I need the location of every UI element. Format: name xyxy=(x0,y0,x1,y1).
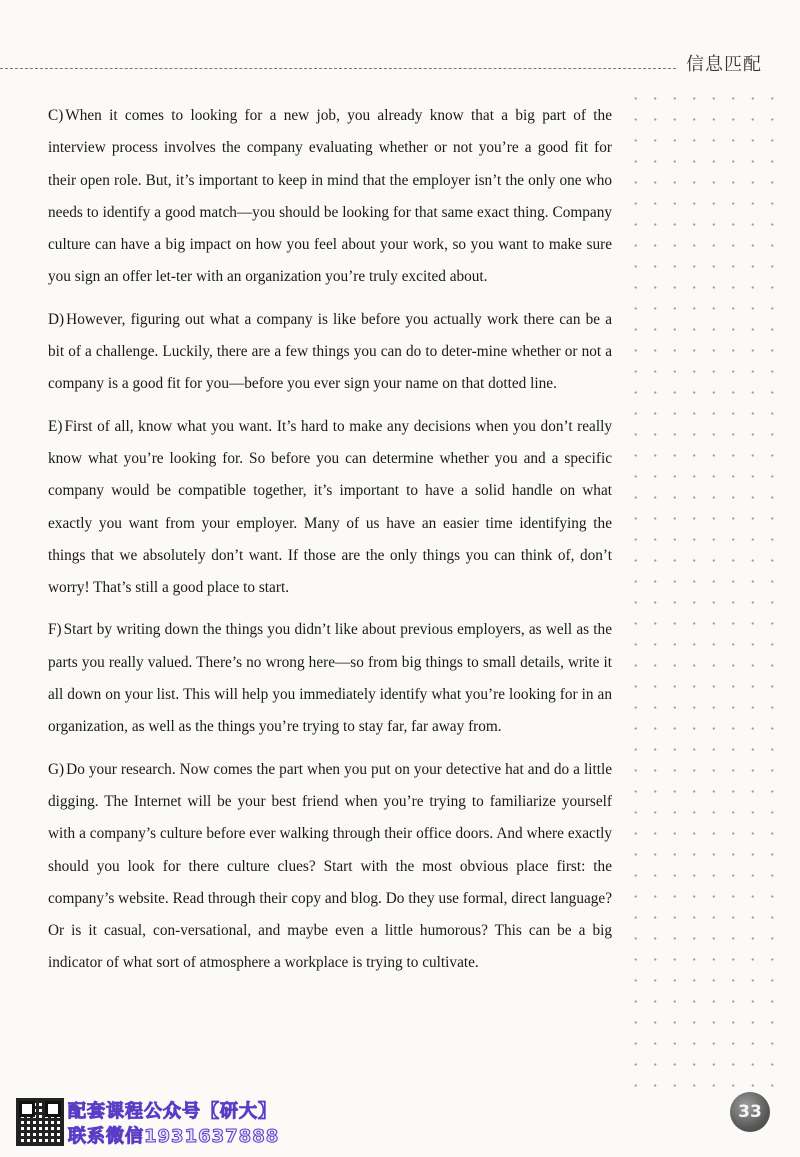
footer-watermark xyxy=(10,1096,320,1148)
paragraph-text: However, figuring out what a company is like before you actually work there can be a bit of a challenge. Luckily, there are a few things you can do to deter-mine whether or not a company is a good fit for you—before you ever sign your name on that dotted line. xyxy=(48,310,612,393)
paragraph-text: First of all, know what you want. It’s hard to make any decisions when you don’t really know what you’re looking for. So before you can determine whether you and a specific company would be compatible together, it’s important to have a solid handle on what exactly you want from your employer. Many of us have an easier time identifying the things that we absolutely don’t want. If those are the only things you can think of, don’t worry! That’s still a good place to start. xyxy=(48,417,612,597)
margin-dot-grid xyxy=(622,84,778,1092)
paragraph-text: When it comes to looking for a new job, you already know that a big part of the interview process involves the company evaluating whether or not you’re a good fit for their open role. But, it’s important to keep in mind that the employer isn’t the only one who needs to identify a good match—you should be looking for that same exact thing. Company culture can have a big impact on how you feel about your work, so you want to make sure you sign an offer let-ter with an organization you’re truly excited about. xyxy=(48,107,612,286)
paragraph-e xyxy=(48,411,612,605)
page-number: 33 xyxy=(738,1102,762,1122)
watermark-line-2: 联系微信1931637888 xyxy=(68,1126,280,1147)
paragraph-label: C) xyxy=(48,107,64,124)
paragraph-text: Start by writing down the things you didn’t like about previous employers, as well as the parts you really valued. There’s no wrong here—so from big things to small details, write it all down on your list. This will help you immediately identify what you’re looking for in an organization, as well as the things you’re trying to stay far, far away from. xyxy=(48,621,612,736)
qr-code-icon xyxy=(16,1098,64,1146)
watermark-line-1: 配套课程公众号【研大】 xyxy=(68,1101,277,1122)
paragraph-g xyxy=(48,754,612,980)
paragraph-text: Do your research. Now comes the part when you put on your detective hat and do a little digging. The Internet will be your best friend when you’re trying to familiarize yourself with a company’s culture before ever walking through their office doors. And where exactly should you look for there culture clues? Start with the most obvious place first: the company’s website. Read through their copy and blog. Do they use formal, direct language? Or is it casual, con-versational, and maybe even a little humorous? This can be a big indicator of what sort of atmosphere a workplace is trying to cultivate. xyxy=(48,760,612,972)
paragraph-label: D) xyxy=(48,310,65,328)
section-title: 信息匹配 xyxy=(686,54,762,75)
passage-body xyxy=(48,100,612,990)
header-divider xyxy=(0,68,676,69)
paragraph-label: F) xyxy=(48,621,62,639)
paragraph-label: G) xyxy=(48,760,65,778)
paragraph-label: E) xyxy=(48,417,63,435)
page-number-badge xyxy=(730,1092,770,1132)
paragraph-f xyxy=(48,614,612,743)
paragraph-d xyxy=(48,304,612,401)
paragraph-c xyxy=(48,100,612,294)
